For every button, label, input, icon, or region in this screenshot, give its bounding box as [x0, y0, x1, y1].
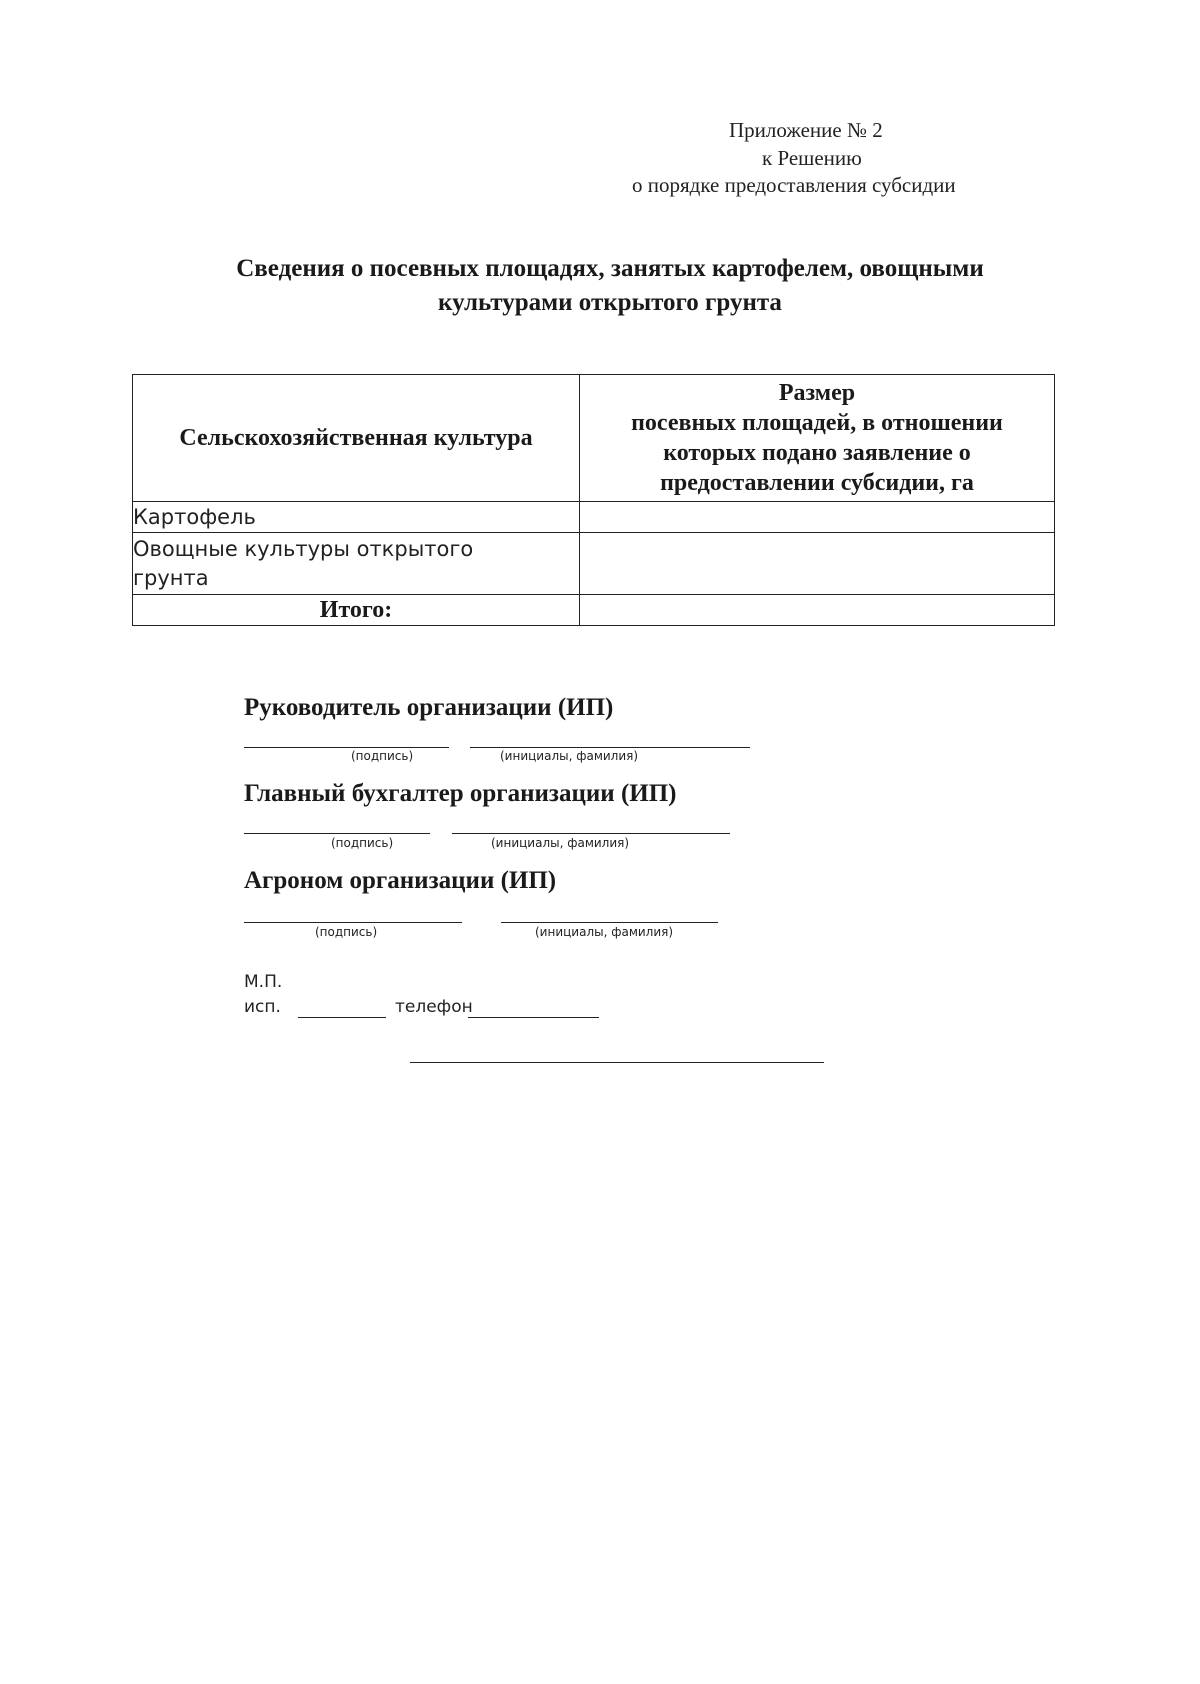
total-label-cell	[133, 595, 580, 626]
appendix-number: Приложение № 2	[729, 118, 883, 142]
culture-name: Картофель	[133, 504, 256, 529]
culture-name: Овощные культуры открытого	[133, 536, 474, 561]
phone-label: телефон	[395, 997, 473, 1017]
accountant-name-caption: (инициалы, фамилия)	[491, 836, 630, 850]
header-culture-label: Сельскохозяйственная культура	[179, 424, 533, 451]
agronomist-signature-caption: (подпись)	[315, 925, 378, 939]
agronomist-name-caption: (инициалы, фамилия)	[535, 925, 674, 939]
executor-field-line[interactable]	[298, 1017, 386, 1018]
total-label: Итого:	[319, 596, 393, 623]
appendix-subject: о порядке предоставления субсидии	[632, 173, 956, 197]
header-area	[580, 375, 1055, 502]
table-row	[133, 533, 1055, 595]
culture-cell	[133, 533, 580, 595]
appendix-reference: к Решению	[762, 146, 862, 170]
agronomist-signature-line[interactable]	[244, 922, 462, 923]
phone-field-line[interactable]	[468, 1017, 599, 1018]
head-name-line[interactable]	[470, 747, 750, 748]
head-signature-title: Руководитель организации (ИП)	[244, 694, 614, 721]
head-signature-caption: (подпись)	[351, 749, 414, 763]
table-header-row	[133, 375, 1055, 502]
table-total-row	[133, 595, 1055, 626]
sown-area-table	[132, 374, 1054, 626]
area-cell[interactable]	[580, 502, 1055, 533]
area-cell[interactable]	[580, 533, 1055, 595]
closing-separator	[410, 1062, 824, 1063]
accountant-signature-caption: (подпись)	[331, 836, 394, 850]
stamp-place: М.П.	[244, 972, 283, 992]
document-title	[130, 252, 1090, 320]
agronomist-name-line[interactable]	[501, 922, 718, 923]
header-area-line-1: Размер	[778, 380, 856, 406]
table-row	[133, 502, 1055, 533]
executor-label: исп.	[244, 997, 281, 1017]
accountant-signature-line[interactable]	[244, 833, 430, 834]
crops-table	[132, 374, 1055, 626]
header-culture	[133, 375, 580, 502]
agronomist-signature-title: Агроном организации (ИП)	[244, 867, 557, 894]
culture-cell	[133, 502, 580, 533]
culture-name-continued: грунта	[133, 565, 209, 590]
accountant-name-line[interactable]	[452, 833, 730, 834]
document-title-line-1: Сведения о посевных площадях, занятых картофелем, овощными	[236, 255, 984, 282]
head-signature-line[interactable]	[244, 747, 449, 748]
header-area-line-2: посевных площадей, в отношении	[631, 410, 1003, 436]
header-area-line-3: которых подано заявление о	[663, 440, 971, 466]
accountant-signature-title: Главный бухгалтер организации (ИП)	[244, 780, 677, 807]
document-title-line-2: культурами открытого грунта	[438, 289, 782, 316]
header-area-line-4: предоставлении субсидии, га	[660, 470, 974, 496]
head-name-caption: (инициалы, фамилия)	[500, 749, 639, 763]
total-value-cell[interactable]	[580, 595, 1055, 626]
